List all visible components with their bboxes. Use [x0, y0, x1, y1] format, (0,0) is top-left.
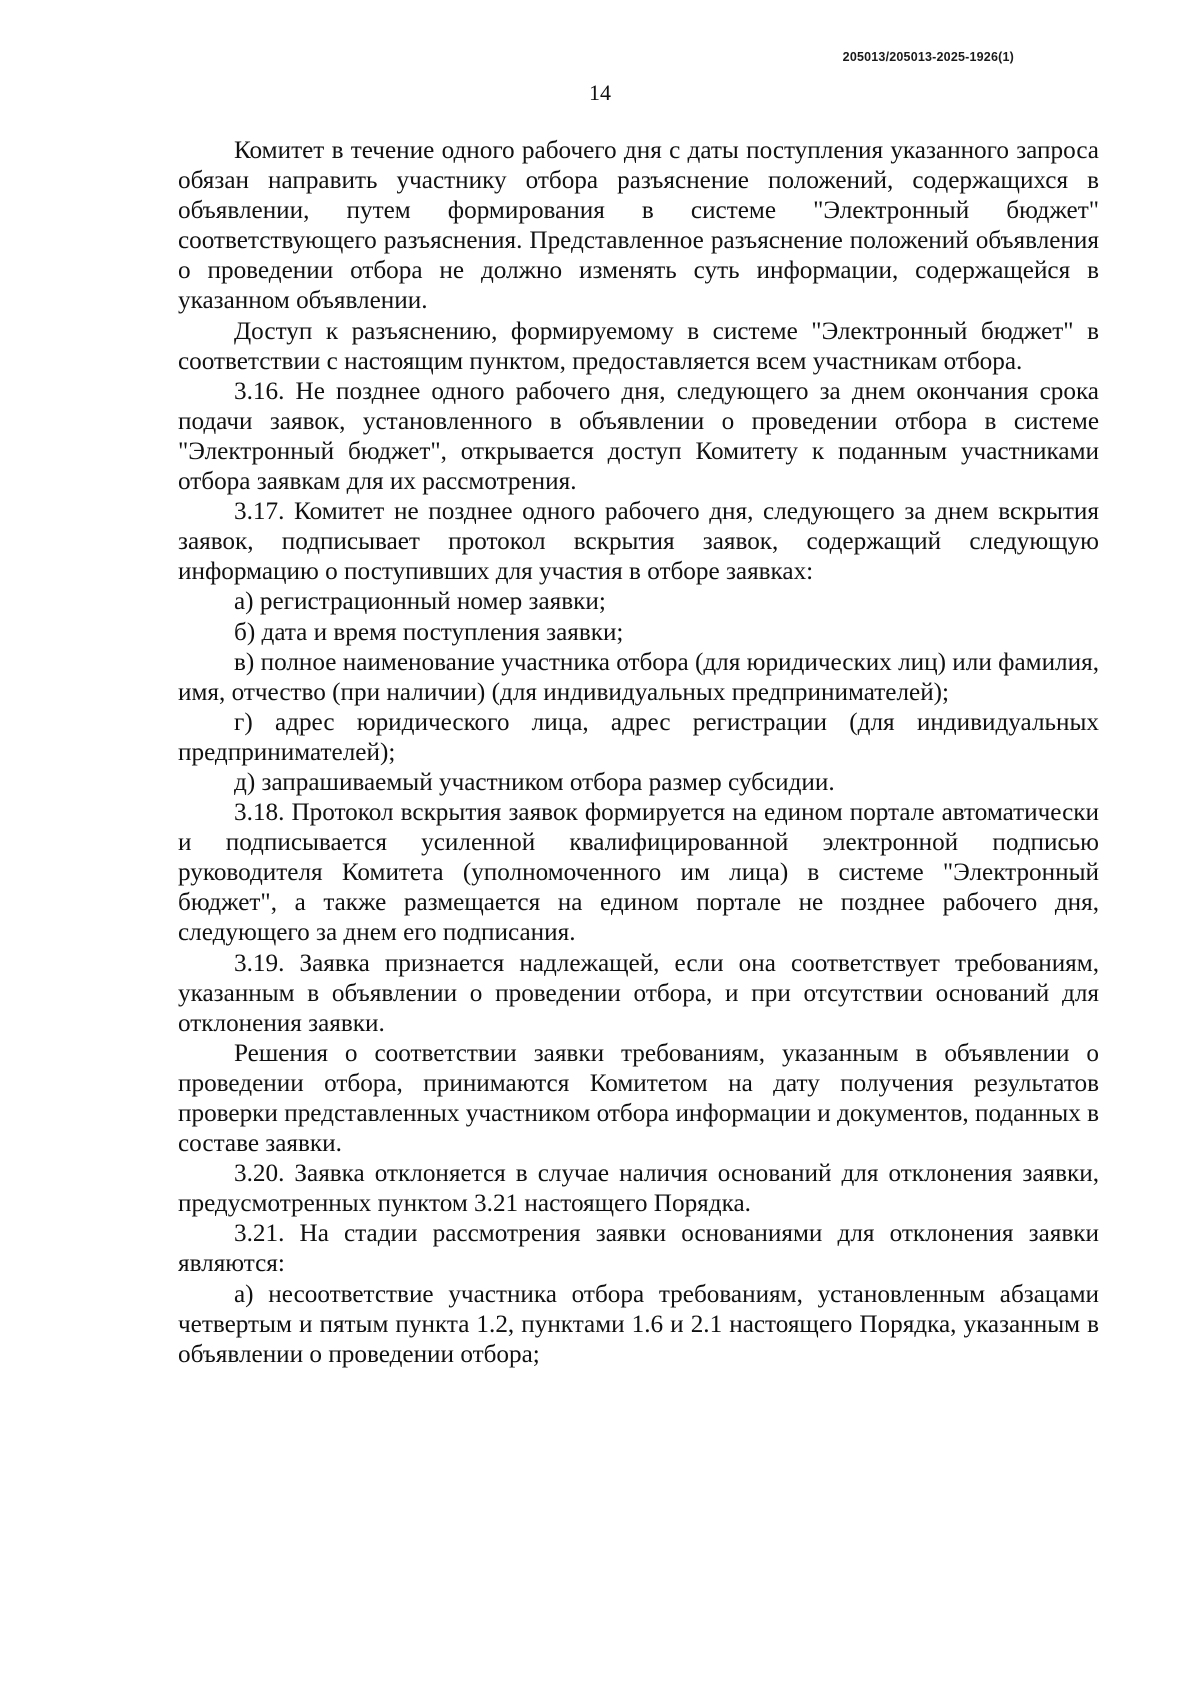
list-item-a-registration-number: а) регистрационный номер заявки;	[234, 588, 606, 616]
paragraph-3-21: 3.21. На стадии рассмотрения заявки основаниями для отклонения заявки являются:	[178, 1220, 1099, 1278]
paragraph-3-18: 3.18. Протокол вскрытия заявок формируется на едином портале автоматически и подписывается усиленной квалифицированной электронной подписью руководителя Комитета (уполномоченного им лица) в системе "Электронный бюджет", а также размещается на едином портале не позднее рабочего дня, следующего за днем его подписания.	[178, 799, 1099, 947]
paragraph-clarification-duty: Комитет в течение одного рабочего дня с даты поступления указанного запроса обязан направить участнику отбора разъяснение положений, содержащихся в объявлении, путем формирования в системе "Электронный бюджет" соответствующего разъяснения. Представленное разъяснение положений объявления о проведении отбора не должно изменять суть информации, содержащейся в указанном объявлении.	[178, 137, 1099, 315]
paragraph-3-20: 3.20. Заявка отклоняется в случае наличия оснований для отклонения заявки, предусмотренных пунктом 3.21 настоящего Порядка.	[178, 1160, 1099, 1218]
document-id: 205013/205013-2025-1926(1)	[842, 50, 1014, 64]
list-item-b-date-time: б) дата и время поступления заявки;	[234, 618, 624, 646]
list-item-v-participant-name: в) полное наименование участника отбора (для юридических лиц) или фамилия, имя, отчество (при наличии) (для индивидуальных предпринимателей);	[178, 648, 1099, 706]
page-number: 14	[589, 80, 611, 105]
list-item-d-subsidy-amount: д) запрашиваемый участником отбора размер субсидии.	[234, 768, 835, 796]
list-item-a-participant-mismatch: а) несоответствие участника отбора требованиям, установленным абзацами четвертым и пятым пункта 1.2, пунктами 1.6 и 2.1 настоящего Порядка, указанным в объявлении о проведении отбора;	[178, 1280, 1099, 1368]
paragraph-clarification-access: Доступ к разъяснению, формируемому в системе "Электронный бюджет" в соответствии с настоящим пунктом, предоставляется всем участникам отбора.	[178, 317, 1099, 375]
paragraph-compliance-decision: Решения о соответствии заявки требованиям, указанным в объявлении о проведении отбора, принимаются Комитетом на дату получения результатов проверки представленных участником отбора информации и документов, поданных в составе заявки.	[178, 1039, 1099, 1158]
paragraph-3-19: 3.19. Заявка признается надлежащей, если она соответствует требованиям, указанным в объявлении о проведении отбора, и при отсутствии оснований для отклонения заявки.	[178, 949, 1099, 1037]
paragraph-3-17: 3.17. Комитет не позднее одного рабочего дня, следующего за днем вскрытия заявок, подписывает протокол вскрытия заявок, содержащий следующую информацию о поступивших для участия в отборе заявках:	[178, 498, 1099, 586]
list-item-g-address: г) адрес юридического лица, адрес регистрации (для индивидуальных предпринимателей);	[178, 708, 1099, 766]
document-body	[178, 136, 1099, 1370]
paragraph-3-16: 3.16. Не позднее одного рабочего дня, следующего за днем окончания срока подачи заявок, установленного в объявлении о проведении отбора в системе "Электронный бюджет", открывается доступ Комитету к поданным участниками отбора заявкам для их рассмотрения.	[178, 377, 1099, 496]
